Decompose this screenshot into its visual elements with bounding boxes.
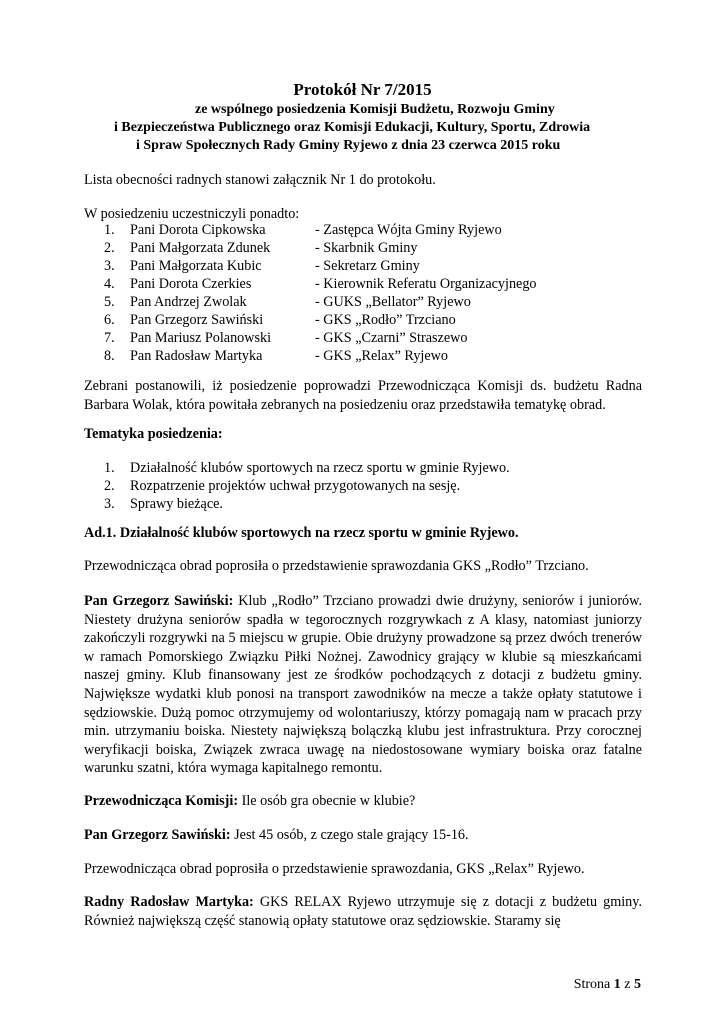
- footer-total-pages: 5: [634, 977, 641, 992]
- participant-role: - GKS „Rodło” Trzciano: [315, 312, 456, 328]
- participant-role: - Kierownik Referatu Organizacyjnego: [315, 276, 537, 292]
- list-item-number: 3.: [104, 496, 115, 512]
- list-item-number: 8.: [104, 348, 115, 364]
- list-item-number: 7.: [104, 330, 115, 346]
- list-item-number: 3.: [104, 258, 115, 274]
- speech-text: GKS RELAX Ryjewo utrzymuje się z dotacji z budżetu gminy. Również największą część stanowią opłaty statutowe oraz sędziowskie. Staramy się: [84, 894, 642, 929]
- subtitle-line-2: i Bezpieczeństwa Publicznego oraz Komisji Edukacji, Kultury, Sportu, Zdrowia: [114, 120, 591, 135]
- answer-text: Jest 45 osób, z czego stale grający 15-16.: [230, 827, 469, 843]
- speaker-name: Pan Grzegorz Sawiński:: [84, 827, 231, 843]
- participant-role: - GKS „Czarni” Straszewo: [315, 330, 468, 346]
- participant-name: Pan Mariusz Polanowski: [130, 330, 272, 346]
- list-item-number: 4.: [104, 276, 115, 292]
- speaker-name: Pan Grzegorz Sawiński:: [84, 593, 234, 609]
- agenda-item-text: Działalność klubów sportowych na rzecz sportu w gminie Ryjewo.: [130, 460, 510, 476]
- speech-paragraph: [84, 592, 642, 778]
- agenda-heading: Tematyka posiedzenia:: [84, 426, 223, 442]
- footer-page-number: 1: [613, 977, 621, 992]
- list-item-number: 5.: [104, 294, 115, 310]
- participant-role: - GKS „Relax” Ryjewo: [315, 348, 449, 364]
- speech-text: Klub „Rodło” Trzciano prowadzi dwie drużyny, seniorów i juniorów. Niestety drużyna seniorów spadła w tegorocznych rozgrywkach z A klasy, natomiast juniorzy zakończyli rozgrywki na 5 miejscu w grupie. Obie drużyny prowadzone są przez dwóch trenerów w ramach Pomorskiego Związku Piłki Nożnej. Zawodnicy grający w klubie są mieszkańcami naszej gminy. Klub finansowany jest ze środków pochodzących z dotacji z budżetu gminy. Największe wydatki klub ponosi na transport zawodników na mecze a także opłaty statutowe i sędziowskie. Dużą pomoc otrzymujemy od wolontariuszy, którzy pomagają nam w pracach przy min. utrzymaniu boiska. Niestety największą bolączką klubu jest infrastruktura. Przy corocznej weryfikacji boiska, Związek zwraca uwagę na niedostosowane wymiary boiska oraz fatalne warunku szatni, która wymaga kapitalnego remontu.: [84, 593, 643, 777]
- list-item-number: 1.: [104, 222, 115, 238]
- list-item-number: 2.: [104, 240, 115, 256]
- speaker-name: Przewodnicząca Komisji:: [84, 793, 239, 809]
- participant-role: - Zastępca Wójta Gminy Ryjewo: [315, 222, 502, 238]
- request-relax: Przewodnicząca obrad poprosiła o przedstawienie sprawozdania, GKS „Relax” Ryjewo.: [84, 861, 585, 877]
- request-rodlo: Przewodnicząca obrad poprosiła o przedstawienie sprawozdania GKS „Rodło” Trzciano.: [84, 558, 589, 574]
- attendance-note: Lista obecności radnych stanowi załącznik Nr 1 do protokołu.: [84, 172, 436, 188]
- participant-name: Pan Andrzej Zwolak: [130, 294, 247, 310]
- footer-of: z: [620, 977, 634, 992]
- participant-name: Pani Dorota Cipkowska: [130, 222, 266, 238]
- speech-martyka: [84, 893, 642, 930]
- speech-sawinski: [84, 592, 642, 778]
- participants-intro: W posiedzeniu uczestniczyli ponadto:: [84, 206, 300, 222]
- participant-role: - Skarbnik Gminy: [315, 240, 418, 256]
- question-text: Ile osób gra obecnie w klubie?: [238, 793, 416, 809]
- participant-role: - GUKS „Bellator” Ryjewo: [315, 294, 471, 310]
- participant-name: Pan Radosław Martyka: [130, 348, 263, 364]
- participant-name: Pani Dorota Czerkies: [130, 276, 252, 292]
- list-item-number: 1.: [104, 460, 115, 476]
- subtitle-line-1: ze wspólnego posiedzenia Komisji Budżetu, Rozwoju Gminy: [195, 102, 555, 117]
- speech-paragraph: [84, 893, 642, 930]
- list-item-number: 6.: [104, 312, 115, 328]
- opening-paragraph: [84, 377, 642, 414]
- participant-role: - Sekretarz Gminy: [315, 258, 420, 274]
- footer-label: Strona: [573, 977, 614, 992]
- participant-name: Pani Małgorzata Zdunek: [130, 240, 271, 256]
- document-title: Protokół Nr 7/2015: [293, 80, 432, 99]
- speaker-name: Radny Radosław Martyka:: [84, 894, 254, 910]
- question-line: [84, 792, 415, 810]
- answer-line: [84, 826, 469, 844]
- participant-name: Pan Grzegorz Sawiński: [130, 312, 264, 328]
- page-footer: [574, 977, 641, 993]
- opening-text: Zebrani postanowili, iż posiedzenie poprowadzi Przewodnicząca Komisji ds. budżetu Radna Barbara Wolak, która powitała zebranych na posiedzeniu oraz przedstawiła tematykę obrad.: [84, 378, 642, 413]
- ad1-heading: Ad.1. Działalność klubów sportowych na rzecz sportu w gminie Ryjewo.: [84, 525, 519, 541]
- participant-name: Pani Małgorzata Kubic: [130, 258, 262, 274]
- subtitle-line-3: i Spraw Społecznych Rady Gminy Ryjewo z dnia 23 czerwca 2015 roku: [136, 138, 561, 153]
- agenda-item-text: Rozpatrzenie projektów uchwał przygotowanych na sesję.: [130, 478, 461, 494]
- list-item-number: 2.: [104, 478, 115, 494]
- agenda-item-text: Sprawy bieżące.: [130, 496, 223, 512]
